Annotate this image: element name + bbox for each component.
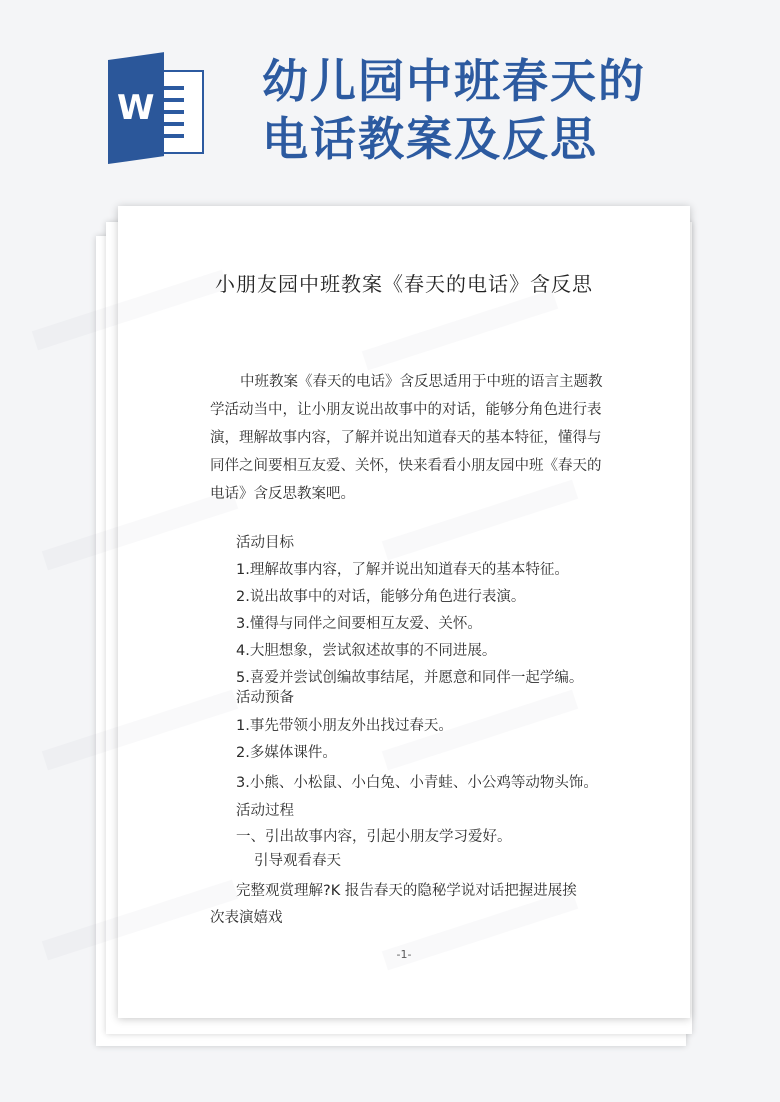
process-item-1: 一、引出故事内容，引起小朋友学习爱好。: [236, 829, 512, 845]
document-page: [118, 206, 690, 1018]
goal-item-5: 5.喜爱并尝试创编故事结尾，并愿意和同伴一起学编。: [236, 670, 584, 686]
page-title: [262, 52, 742, 168]
goal-item-3: 3.懂得与同伴之间要相互友爱、关怀。: [236, 616, 482, 632]
document-title: 小朋友园中班教案《春天的电话》含反思: [215, 272, 593, 296]
page-title-line-1: 幼儿园中班春天的: [262, 54, 646, 108]
page-number: -1-: [396, 948, 412, 961]
goal-item-4: 4.大胆想象，尝试叙述故事的不同进展。: [236, 643, 497, 659]
word-badge: [108, 52, 164, 164]
process-subitem: 引导观看春天: [254, 853, 341, 869]
prep-item-1: 1.事先带领小朋友外出找过春天。: [236, 718, 453, 734]
section-prep-heading: 活动预备: [236, 690, 294, 706]
goal-item-2: 2.说出故事中的对话，能够分角色进行表演。: [236, 589, 526, 605]
intro-paragraph: 中班教案《春天的电话》含反思适用于中班的语言主题教学活动当中，让小朋友说出故事中的对话，能够分角色进行表演，理解故事内容，了解并说出知道春天的基本特征，懂得与同伴之间要相互友爱、关怀，快来看看小朋友园中班《春天的电话》含反思教案吧。: [210, 374, 603, 502]
prep-item-2: 2.多媒体课件。: [236, 745, 337, 761]
process-tail-line-2: 次表演嬉戏: [210, 910, 283, 926]
word-badge-letter: W: [117, 88, 155, 129]
section-process-heading: 活动过程: [236, 803, 294, 819]
prep-item-3: 3.小熊、小松鼠、小白兔、小青蛙、小公鸡等动物头饰。: [236, 775, 598, 791]
word-document-icon: [108, 60, 208, 164]
goal-item-1: 1.理解故事内容，了解并说出知道春天的基本特征。: [236, 562, 569, 578]
process-tail-line-1: 完整观赏理解?K 报告春天的隐秘学说对话把握进展挨: [236, 883, 577, 899]
page-title-line-2: 电话教案及反思: [262, 112, 598, 166]
section-goals-heading: 活动目标: [236, 535, 294, 551]
